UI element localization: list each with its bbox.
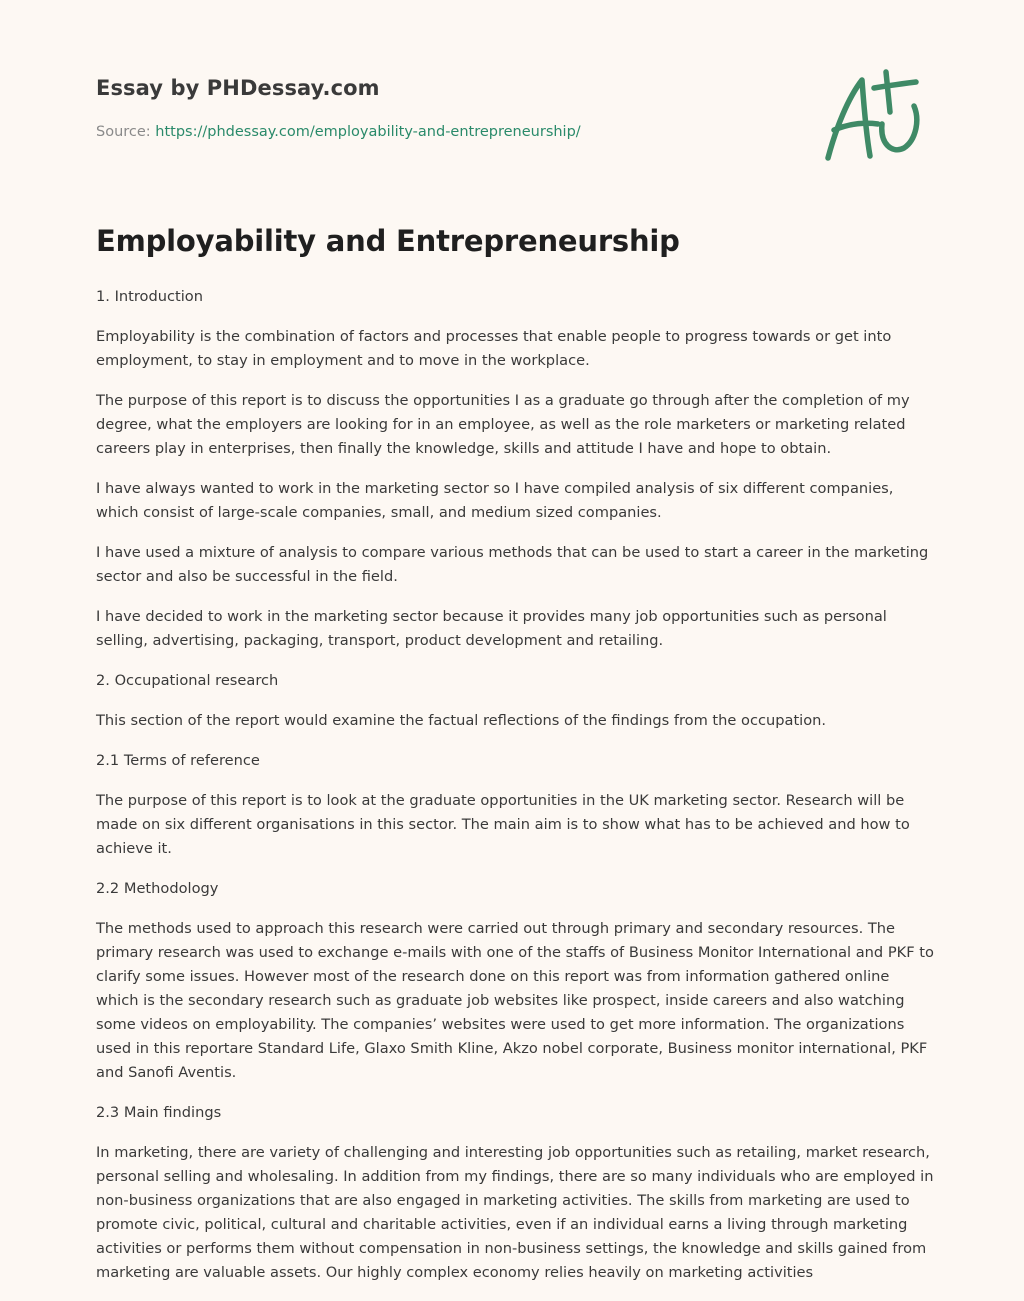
logo-plus-horizontal xyxy=(874,82,916,88)
paragraph: The methods used to approach this research were carried out through primary and secondary resources. The primary research was used to exchange e-mails with one of the staffs of Business Monitor International and PKF to clarify some issues. However most of the research done on this report was from information gathered online which is the secondary research such as graduate job websites like prospect, inside careers and also watching some videos on employability. The companies’ websites were used to get more information. The organizations used in this reportare Standard Life, Glaxo Smith Kline, Akzo nobel corporate, Business monitor international, PKF and Sanofi Aventis. xyxy=(96,920,934,1081)
paragraph: The purpose of this report is to discuss the opportunities I as a graduate go through after the completion of my degree, what the employers are looking for in an employee, as well as the role marketers or marketing related careers play in enterprises, then finally the knowledge, skills and attitude I have and hope to obtain. xyxy=(96,392,910,457)
paragraph: This section of the report would examine the factual reflections of the findings from the occupation. xyxy=(96,712,827,729)
source-line xyxy=(96,124,581,140)
section-heading: 1. Introduction xyxy=(96,288,203,305)
logo-swoosh xyxy=(882,106,917,150)
paragraph: I have used a mixture of analysis to compare various methods that can be used to start a career in the marketing sector and also be successful in the field. xyxy=(96,544,929,585)
paragraph: In marketing, there are variety of challenging and interesting job opportunities such as retailing, market research, personal selling and wholesaling. In addition from my findings, there are so many individuals who are employed in non-business organizations that are also engaged in marketing activities. The skills from marketing are used to promote civic, political, cultural and charitable activities, even if an individual earns a living through marketing activities or performs them without compensation in non-business settings, the knowledge and skills gained from marketing are valuable assets. Our highly complex economy relies heavily on marketing activities xyxy=(96,1144,934,1281)
paragraph: Employability is the combination of factors and processes that enable people to progress towards or get into employment, to stay in employment and to move in the workplace. xyxy=(96,328,892,369)
section-heading: 2.2 Methodology xyxy=(96,880,219,897)
site-brand: Essay by PHDessay.com xyxy=(96,76,380,100)
source-label: Source: xyxy=(96,124,156,140)
section-heading: 2. Occupational research xyxy=(96,672,279,689)
source-link[interactable]: https://phdessay.com/employability-and-entrepreneurship/ xyxy=(155,124,581,140)
paragraph: The purpose of this report is to look at the graduate opportunities in the UK marketing sector. Research will be made on six different organisations in this sector. The main aim is to show what has to be achieved and how to achieve it. xyxy=(96,792,910,857)
essay-title: Employability and Entrepreneurship xyxy=(96,224,680,258)
logo-plus-vertical xyxy=(886,72,890,112)
essay-body xyxy=(96,285,936,1301)
a-plus-icon xyxy=(818,68,928,168)
section-heading: 2.3 Main findings xyxy=(96,1104,222,1121)
logo-a-stroke xyxy=(828,80,870,158)
section-heading: 2.1 Terms of reference xyxy=(96,752,260,769)
paragraph: I have always wanted to work in the marketing sector so I have compiled analysis of six different companies, which consist of large-scale companies, small, and medium sized companies. xyxy=(96,480,894,521)
paragraph: I have decided to work in the marketing sector because it provides many job opportunities such as personal selling, advertising, packaging, transport, product development and retailing. xyxy=(96,608,887,649)
